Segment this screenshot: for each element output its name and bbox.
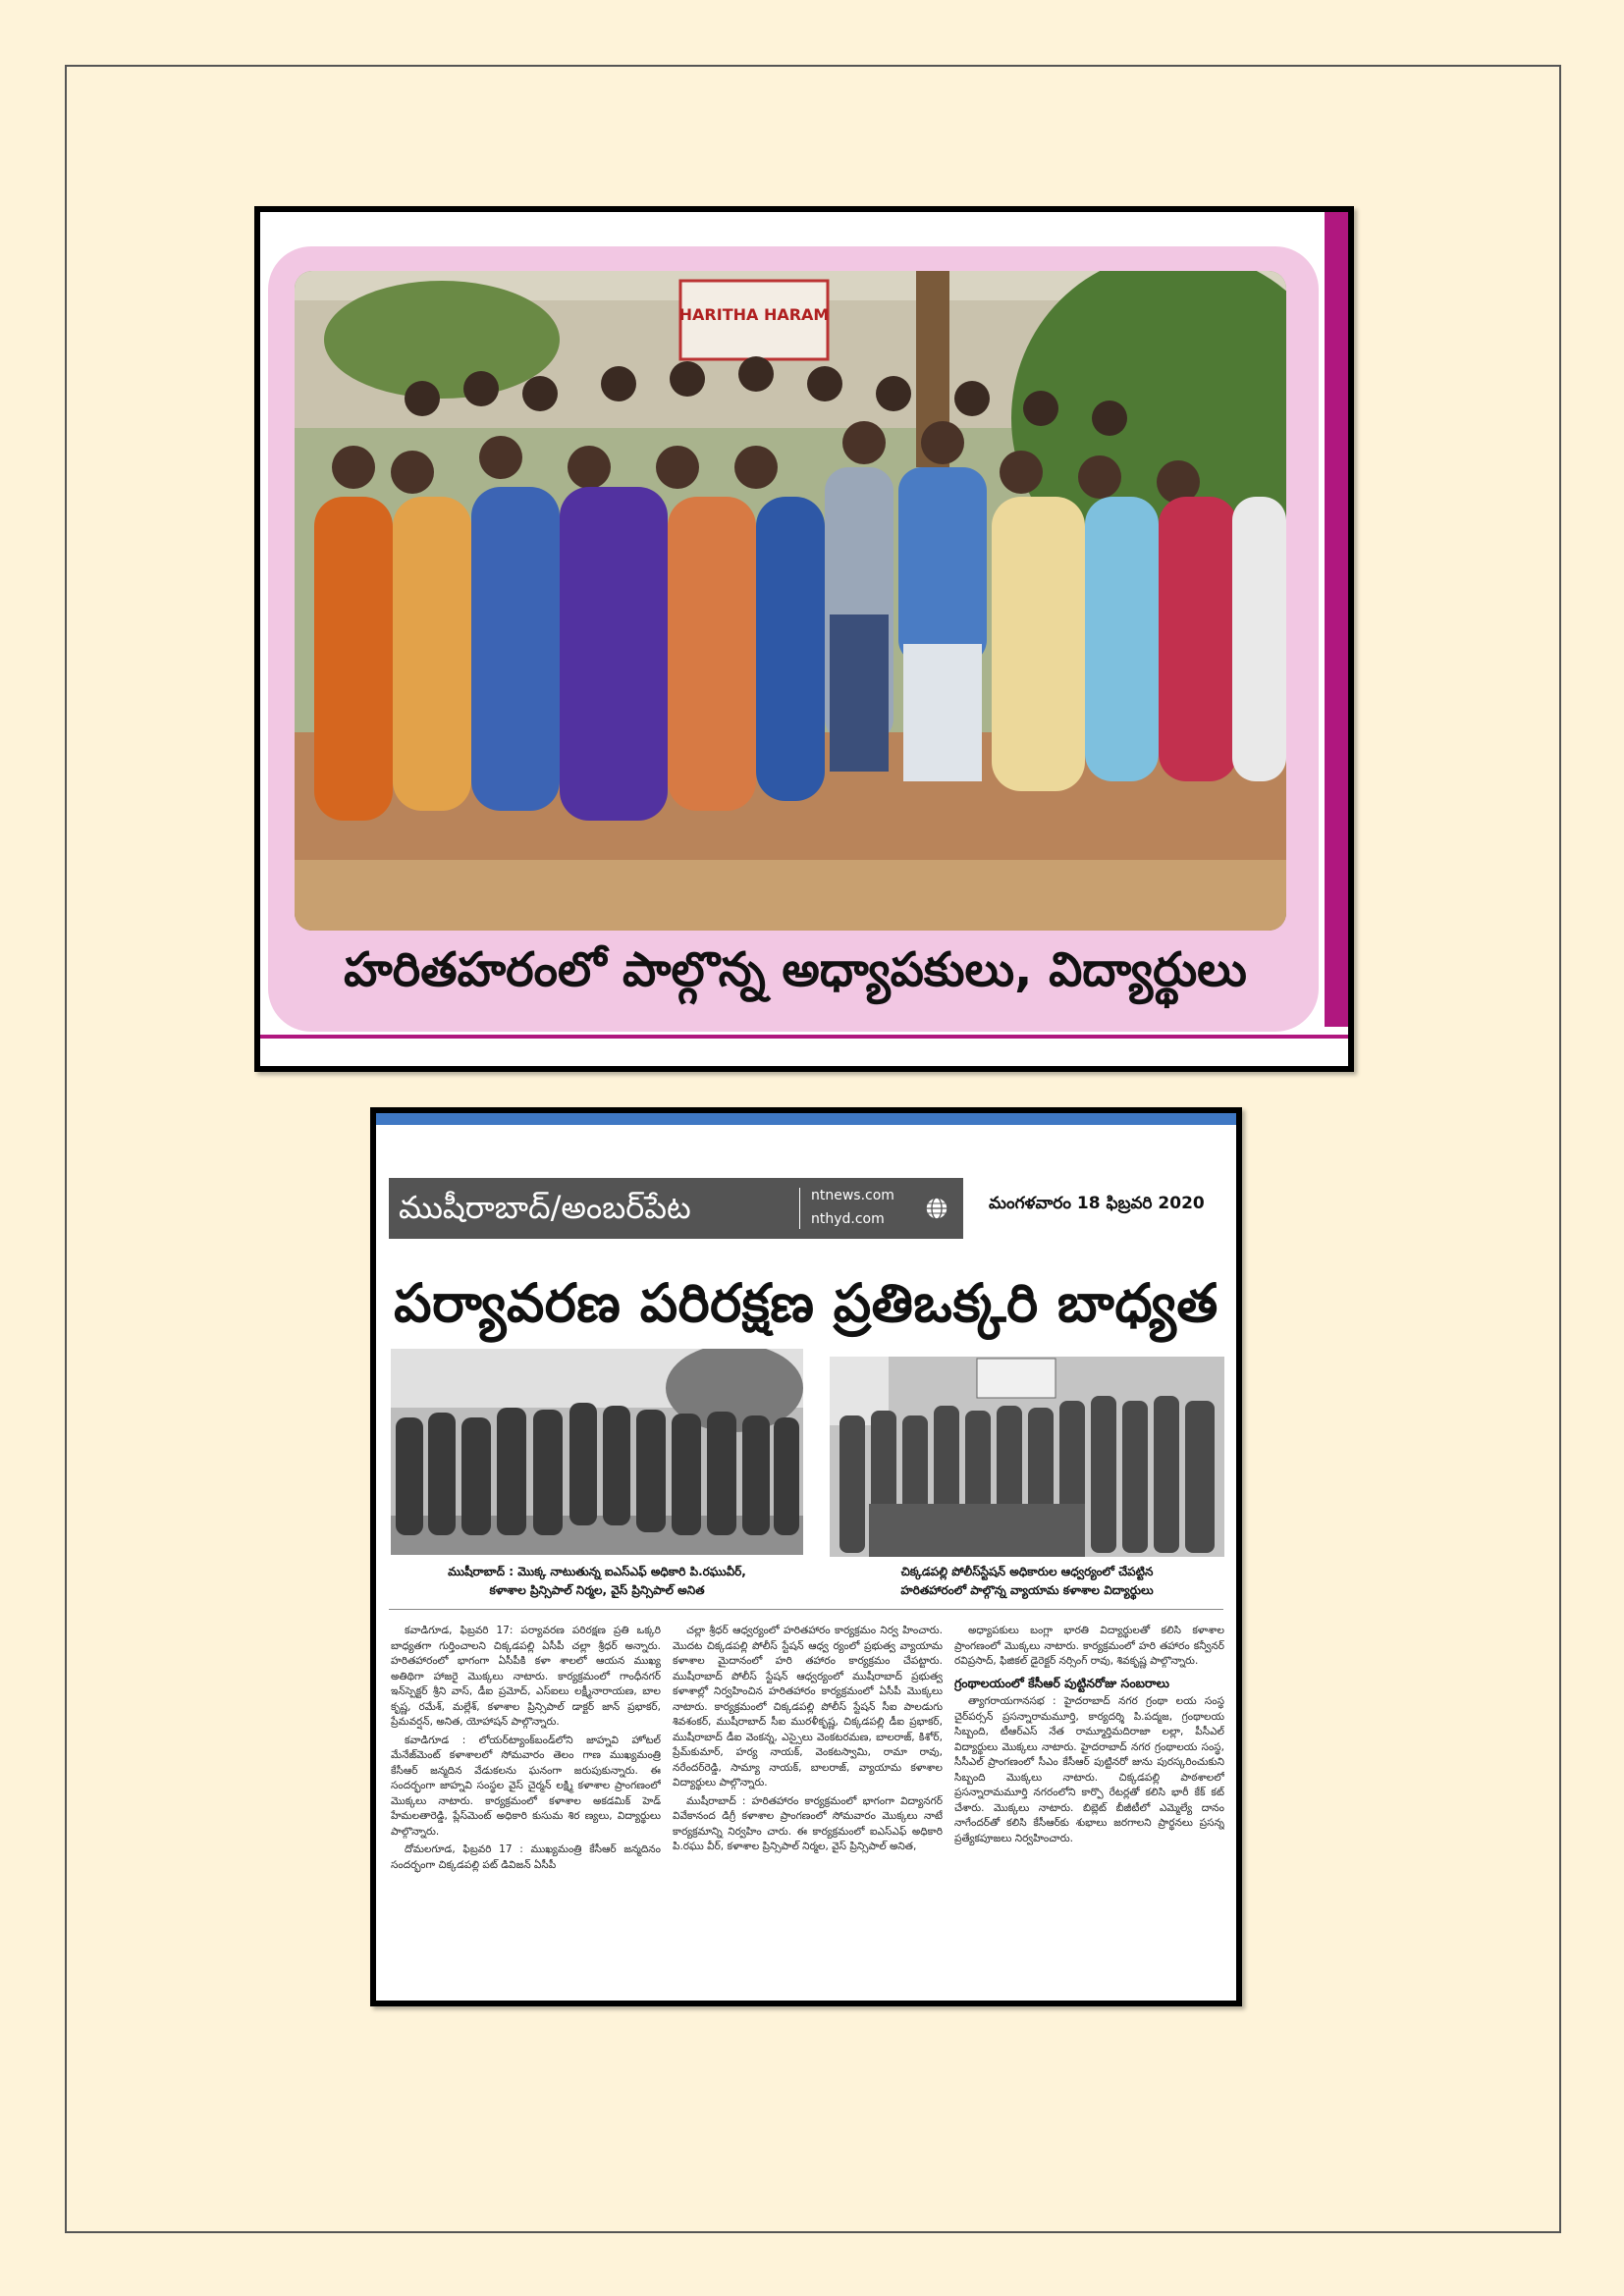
article-column-1: [391, 1624, 661, 1992]
caption-rule: [389, 1609, 1223, 1610]
col2-paragraph: చల్లా శ్రీధర్ ఆధ్వర్యంలో హరితహారం కార్యక్రమం నిర్వ హించారు. మొదట చిక్కడపల్లి పోలీస్ స్టేషన్ ఆధ్వ ర్యంలో ప్రభుత్వ వ్యాయామ కళాశాల మైదానంలో హరి తహారం కార్యక్రమం చేపట్టారు. ముషీరాబాద్ పోలీస్ స్టేషన్ ఆధ్వర్యంలో ముషీరాబాద్ ప్రభుత్వ కళాశాల్లో నిర్వహించిన హరితహారం కార్యక్రమంలో ఏసీపీ మొక్కలు నాటారు. కార్యక్రమంలో చిక్కడపల్లి పోలీస్ స్టేషన్ సీఐ పాలడుగు శివశంకర్, ముషీరాబాద్ సీఐ మురళీకృష్ణ, చిక్కడపల్లి డీఐ ప్రభాకర్, ముషీరాబాద్ డీఐ వెంకన్న, ఎస్సైలు వెంకటరమణ, బాలరాజ్, కిశోర్, ప్రేమ్‌కుమార్, హర్య నాయక్, వెంకటస్వామి, రామా రావు, నరేందర్‌రెడ్డి, సామ్యా నాయక్, బాలరాజ్, వ్యాయామ కళాశాల విద్యార్థులు పాల్గొన్నారు.: [673, 1625, 943, 1789]
photo-college-planting-illustration: [391, 1349, 803, 1555]
globe-icon: [924, 1196, 949, 1221]
banner-text: HARITHA HARAM: [678, 305, 830, 324]
col1-paragraph: కవాడిగూడ, ఫిబ్రవరి 17: పర్యావరణ పరిరక్షణ ప్రతి ఒక్కరి బాధ్యతగా గుర్తించాలని చిక్కడపల్లి ఏసీపీ చల్లా శ్రీధర్ అన్నారు. హరితహారంలో భాగంగా ఏసీపీకి కళా శాలలో ఆయన ముఖ్య అతిథిగా హాజరై మొక్కలు నాటారు. కార్యక్రమంలో గాంధీనగర్ ఇన్‌స్పెక్టర్ శ్రీని వాస్, డీఐ ప్రమోద్, ఎస్‌ఐలు లక్ష్మీనారాయణ, బాల కృష్ణ, రమేశ్, మల్లేశ్, కళాశాల ప్రిన్సిపాల్ డాక్టర్ జాన్ ప్రభాకర్, ప్రేమవర్షన్, అనిత, యోహాషన్ పాల్గొన్నారు.: [391, 1625, 661, 1728]
photo2-caption-line2: హరితహారంలో పాల్గొన్న వ్యాయామ కళాశాల విద్యార్థులు: [900, 1583, 1154, 1597]
magenta-bottom-rule: [260, 1035, 1348, 1039]
blue-top-bar: [376, 1113, 1236, 1125]
col1-paragraph: కవాడిగూడ : లోయర్‌ట్యాంక్‌బండ్‌లోని జాహ్నవి హోటల్ మేనేజ్‌మెంట్ కళాశాలలో సోమవారం తెలం గాణ ముఖ్యమంత్రి కేసీఆర్ జన్మదిన వేడుకలను ఘనంగా జరుపుకున్నారు. ఈ సందర్భంగా జాహ్నవి సంస్థల వైస్ చైర్మన్ లక్ష్మి కళాశాల ప్రాంగణంలో మొక్కలు నాటారు. కార్యక్రమంలో కళాశాల అకడమిక్ హెడ్ హేమలతారెడ్డి, ప్లేస్‌మెంట్ అధికారి కుసుమ శిర ణ్యలు, విద్యార్థులు పాల్గొన్నారు.: [391, 1734, 661, 1838]
col3-paragraph: త్యాగరాయగానసభ : హైదరాబాద్ నగర గ్రంథా లయ సంస్థ చైర్‌పర్సన్ ప్రసన్నారామమూర్తి, కార్యదర్శి పి.పద్మజ, గ్రంథాలయ సిబ్బంది, టీఆర్ఎస్ నేత రామ్మూర్తిమదిరాజా లల్లా, పీసీఎల్ విద్యార్థులు మొక్కలు నాటారు. హైదరాబాద్ నగర గ్రంథాలయ సంస్థ, సీసీఎల్ ప్రాంగణంలో సీఎం కేసీఆర్ పుట్టినరో జును పురస్కరించుకుని సిబ్బంది మొక్కలు నాటారు. చిక్కడపల్లి పాఠశాలలో ప్రసన్నారామమూర్తి నగరంలోని కార్పొ రేటర్లతో కలిసి భారీ కేక్ కట్ చేశారు. మొక్కలు నాటారు. బిబ్లెట్ బీజీటీలో ఎమ్మెల్యే దానం నాగేందర్‌తో కలిసి కేసీఆర్‌కు శుభాలు జరగాలని ప్రార్థనలు ప్రసన్న ప్రత్యేకపూజలు నిర్వహించారు.: [954, 1695, 1224, 1844]
clipping-caption: హరితహరంలో పాల్గొన్న అధ్యాపకులు, విద్యార్థులు: [344, 942, 1247, 997]
group-photo-tree-planting: [295, 271, 1286, 931]
photo1-caption-line1: ముషీరాబాద్ : మొక్క నాటుతున్న ఐఎస్ఎఫ్ అధికారి పి.రఘువీర్,: [448, 1565, 746, 1578]
news-clipping-environment: [370, 1107, 1242, 2006]
masthead-divider: [799, 1188, 800, 1229]
photo-police-planting-illustration: [830, 1357, 1224, 1557]
headline: పర్యావరణ పరిరక్షణ ప్రతిఒక్కరి బాధ్యత: [394, 1272, 1218, 1334]
magenta-side-bar: [1325, 212, 1348, 1027]
article-column-3: [954, 1624, 1224, 1992]
group-photo-illustration: [295, 271, 1286, 931]
issue-date: మంగళవారం 18 ఫిబ్రవరి 2020: [989, 1194, 1205, 1213]
masthead: [389, 1178, 963, 1239]
col2-paragraph: ముషీరాబాద్ : హరితహారం కార్యక్రమంలో భాగంగా విద్యానగర్ వివేకానంద డిగ్రీ కళాశాల ప్రాంగణంలో సోమవారం మొక్కలు నాటే కార్యక్రమాన్ని నిర్వహిం చారు. ఈ కార్యక్రమంలో ఐఎస్ఎఫ్ అధికారి పి.రఘు వీర్, కళాశాల ప్రిన్సిపాల్ నిర్మల, వైస్ ప్రిన్సిపాల్ అనిత,: [673, 1794, 943, 1852]
site-link-ntnews: ntnews.com: [811, 1188, 894, 1203]
col1-paragraph: దోమలగూడ, ఫిబ్రవరి 17 : ముఖ్యమంత్రి కేసీఆర్ జన్మదినం సందర్భంగా చిక్కడపల్లి పట్ డివిజన్ ఏసీపీ: [391, 1843, 661, 1871]
col3-subheading: గ్రంథాలయంలో కేసీఆర్ పుట్టినరోజు సంబరాలు: [954, 1675, 1169, 1690]
photo2-caption-line1: చిక్కడపల్లి పోలీస్‌స్టేషన్ అధికారుల ఆధ్వర్యంలో చేపట్టిన: [900, 1565, 1154, 1578]
news-clipping-haritha-haram: [254, 206, 1354, 1072]
site-link-nthyd: nthyd.com: [811, 1211, 885, 1227]
photo1-caption: [391, 1563, 803, 1600]
photo-college-planting: [391, 1349, 803, 1555]
col3-paragraph: అధ్యాపకులు బంగ్లా భారతి విద్యార్థులతో కలిసి కళాశాల ప్రాంగణంలో మొక్కలు నాటారు. కార్యక్రమంలో హరి తహారం కన్వీనర్ రవిప్రసాద్, ఫిజికల్ డైరెక్టర్ నర్సింగ్ రావు, శివకృష్ణ పాల్గొన్నారు.: [954, 1625, 1224, 1667]
photo-police-planting: [830, 1357, 1224, 1557]
article-column-2: [673, 1624, 943, 1992]
masthead-title: ముషీరాబాద్/అంబర్‌పేట: [399, 1189, 691, 1226]
photo1-caption-line2: కళాశాల ప్రిన్సిపాల్ నిర్మల, వైస్ ప్రిన్సిపాల్ అనిత: [489, 1583, 705, 1597]
photo2-caption: [830, 1563, 1224, 1600]
